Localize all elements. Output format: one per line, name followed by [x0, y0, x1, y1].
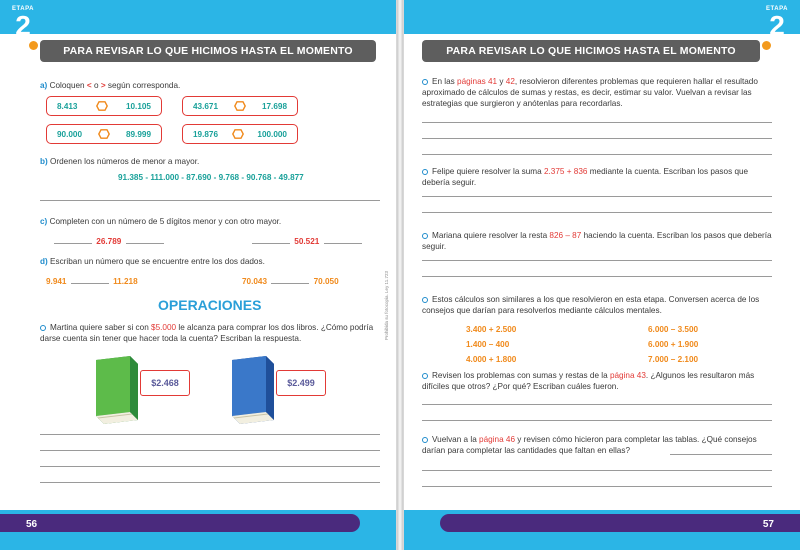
- compare-left-number: 90.000: [57, 129, 83, 139]
- mental-calc: 7.000 – 2.100: [648, 355, 699, 364]
- blank-line[interactable]: [126, 243, 164, 244]
- footer-bar: [0, 514, 360, 532]
- item-c-value-1: 26.789: [96, 237, 122, 246]
- item-d-left-number: 9.941: [46, 277, 67, 286]
- bullet-icon: [40, 325, 46, 331]
- q5-page-ref: página 43: [609, 371, 646, 380]
- q5-text-1: Revisen los problemas con sumas y restas de la: [432, 371, 608, 380]
- q1-text-2: y: [499, 77, 504, 86]
- compare-box-4[interactable]: [182, 124, 298, 144]
- item-c-value-2: 50.521: [294, 237, 320, 246]
- hexagon-blank-icon: [234, 101, 246, 111]
- answer-line[interactable]: [40, 466, 380, 467]
- mental-calc: 6.000 + 1.900: [648, 340, 699, 349]
- question-3: [422, 230, 772, 252]
- answer-line[interactable]: [670, 454, 772, 455]
- bullet-icon: [422, 373, 428, 379]
- compare-box-3[interactable]: [46, 124, 162, 144]
- page-number: 57: [762, 519, 774, 530]
- q3-calc: 826 – 87: [549, 231, 582, 240]
- etapa-label: ETAPA: [766, 6, 788, 12]
- mental-calc: 4.000 + 1.800: [466, 355, 517, 364]
- q3-text-2: haciendo la cuenta. Escriban los pasos que debería seguir.: [422, 231, 772, 251]
- bullet-icon: [422, 297, 428, 303]
- hexagon-blank-icon: [232, 129, 244, 139]
- q5-text-2: . ¿Algunos les resultaron más difíciles que otros? ¿Por qué? Escriban cuáles fueron.: [422, 371, 755, 391]
- item-d-letter: d): [40, 257, 48, 266]
- compare-left-number: 43.671: [193, 101, 219, 111]
- compare-right-number: 89.999: [125, 129, 151, 139]
- bullet-icon: [422, 169, 428, 175]
- section-header: PARA REVISAR LO QUE HICIMOS HASTA EL MOMENTO: [40, 40, 376, 62]
- page-number: 56: [26, 519, 38, 530]
- item-c-instruction: [40, 216, 281, 227]
- answer-line[interactable]: [422, 154, 772, 155]
- item-c-row-2: [250, 236, 364, 247]
- etapa-label: ETAPA: [12, 6, 34, 12]
- item-d-text: Escriban un número que se encuentre entre los dos dados.: [50, 257, 265, 266]
- mental-calc: 6.000 – 3.500: [648, 325, 699, 334]
- copyright-note: Prohibida su fotocopia. Ley 11.723: [384, 271, 389, 340]
- item-b-letter: b): [40, 157, 48, 166]
- mental-calc: 3.400 + 2.500: [466, 325, 517, 334]
- or-word: o: [93, 81, 99, 90]
- section-header: PARA REVISAR LO QUE HICIMOS HASTA EL MOMENTO: [422, 40, 760, 62]
- question-6: [422, 434, 774, 456]
- operaciones-title: OPERACIONES: [158, 297, 262, 313]
- blue-book-icon: [222, 356, 282, 426]
- question-2: [422, 166, 772, 188]
- q1-text-3: , resolvieron diferentes problemas que requieren hallar el resultado aproximado de cálculos de sumas y restas, es decir, estimar su valor. Vuelvan a revisar las estrategias que surgieron y anótenlas para recordarlas.: [422, 77, 758, 108]
- question-4: [422, 294, 774, 316]
- blank-line[interactable]: [71, 283, 109, 284]
- item-d-right-number: 70.050: [313, 277, 339, 286]
- answer-line[interactable]: [422, 196, 772, 197]
- q2-text-2: mediante la cuenta. Escriban los pasos que debería seguir.: [422, 167, 749, 187]
- q6-page-ref: página 46: [479, 435, 516, 444]
- q4-text: Estos cálculos son similares a los que resolvieron en esta etapa. Conversen acerca de los consejos que darían para resolverlos mediante cálculos mentales.: [422, 295, 760, 315]
- q6-text-1: Vuelvan a la: [432, 435, 477, 444]
- compare-box-1[interactable]: [46, 96, 162, 116]
- top-band: [0, 0, 396, 34]
- etapa-dot-icon: [29, 41, 38, 50]
- answer-line[interactable]: [40, 200, 380, 201]
- answer-line[interactable]: [40, 450, 380, 451]
- less-than-sign: <: [86, 81, 92, 90]
- etapa-badge: [762, 6, 792, 46]
- green-book-icon: [86, 356, 146, 426]
- item-d-row-1: [46, 276, 138, 287]
- blank-line[interactable]: [252, 243, 290, 244]
- item-c-row: [52, 236, 166, 247]
- left-page: [0, 0, 397, 550]
- compare-right-number: 100.000: [257, 129, 287, 139]
- answer-line[interactable]: [422, 404, 772, 405]
- item-a-instruction: [40, 80, 180, 91]
- etapa-dot-icon: [762, 41, 771, 50]
- hexagon-blank-icon: [98, 129, 110, 139]
- greater-than-sign: >: [100, 81, 106, 90]
- item-d-instruction: [40, 256, 265, 267]
- item-d-row-2: [242, 276, 339, 287]
- q3-text-1: Mariana quiere resolver la resta: [432, 231, 548, 240]
- answer-line[interactable]: [40, 482, 380, 483]
- answer-line[interactable]: [422, 138, 772, 139]
- compare-right-number: 17.698: [261, 101, 287, 111]
- price-tag-blue-book: $2.499: [276, 370, 326, 396]
- item-a-text-before: Coloquen: [49, 81, 85, 90]
- compare-right-number: 10.105: [125, 101, 151, 111]
- footer-bar: [440, 514, 800, 532]
- problem-statement: [40, 322, 380, 344]
- item-b-instruction: [40, 156, 199, 167]
- problem-text-before: Martina quiere saber si con: [50, 323, 149, 332]
- bullet-icon: [422, 233, 428, 239]
- q6-text-2: y revisen cómo hicieron para completar las tablas. ¿Qué consejos darían para completar las cantidades que faltan en ellas?: [422, 435, 757, 455]
- calcs-left-column: [466, 322, 516, 367]
- item-c-text: Completen con un número de 5 dígitos menor y con otro mayor.: [49, 217, 282, 226]
- numbers-to-order: 91.385 - 111.000 - 87.690 - 9.768 - 90.768 - 49.877: [118, 173, 304, 182]
- answer-line[interactable]: [422, 212, 772, 213]
- blank-line[interactable]: [324, 243, 362, 244]
- compare-left-number: 19.876: [193, 129, 219, 139]
- item-d-right-number: 11.218: [113, 277, 138, 286]
- item-d-left-number: 70.043: [242, 277, 268, 286]
- etapa-number: 2: [15, 10, 31, 41]
- q1-page-ref-2: 42: [505, 77, 515, 86]
- bullet-icon: [422, 437, 428, 443]
- answer-line[interactable]: [422, 276, 772, 277]
- etapa-number: 2: [769, 10, 785, 41]
- item-a-text-after: según corresponda.: [107, 81, 181, 90]
- hexagon-blank-icon: [96, 101, 108, 111]
- answer-line[interactable]: [40, 434, 380, 435]
- blank-line[interactable]: [54, 243, 92, 244]
- bullet-icon: [422, 79, 428, 85]
- item-a-letter: a): [40, 81, 48, 90]
- mental-calc: 1.400 – 400: [466, 340, 510, 349]
- problem-amount: $5.000: [151, 323, 177, 332]
- top-band: [404, 0, 800, 34]
- price-tag-green-book: $2.468: [140, 370, 190, 396]
- answer-line[interactable]: [422, 122, 772, 123]
- q1-text-1: En las: [432, 77, 455, 86]
- right-page: [403, 0, 800, 550]
- question-1: [422, 76, 772, 109]
- calcs-right-column: [648, 322, 698, 367]
- answer-line[interactable]: [422, 470, 772, 471]
- question-5: [422, 370, 774, 392]
- answer-line[interactable]: [422, 260, 772, 261]
- answer-line[interactable]: [422, 420, 772, 421]
- compare-left-number: 8.413: [57, 101, 78, 111]
- etapa-badge: [8, 6, 38, 46]
- q1-page-ref: páginas 41: [457, 77, 498, 86]
- problem-text-after: le alcanza para comprar los dos libros. ¿Cómo podría darse cuenta sin tener que hacer toda la cuenta? Escriban la respuesta.: [40, 323, 374, 343]
- blank-line[interactable]: [271, 283, 309, 284]
- item-c-letter: c): [40, 217, 48, 226]
- compare-box-2[interactable]: [182, 96, 298, 116]
- q2-calc: 2.375 + 836: [543, 167, 588, 176]
- item-b-text: Ordenen los números de menor a mayor.: [50, 157, 200, 166]
- q2-text-1: Felipe quiere resolver la suma: [432, 167, 542, 176]
- answer-line[interactable]: [422, 486, 772, 487]
